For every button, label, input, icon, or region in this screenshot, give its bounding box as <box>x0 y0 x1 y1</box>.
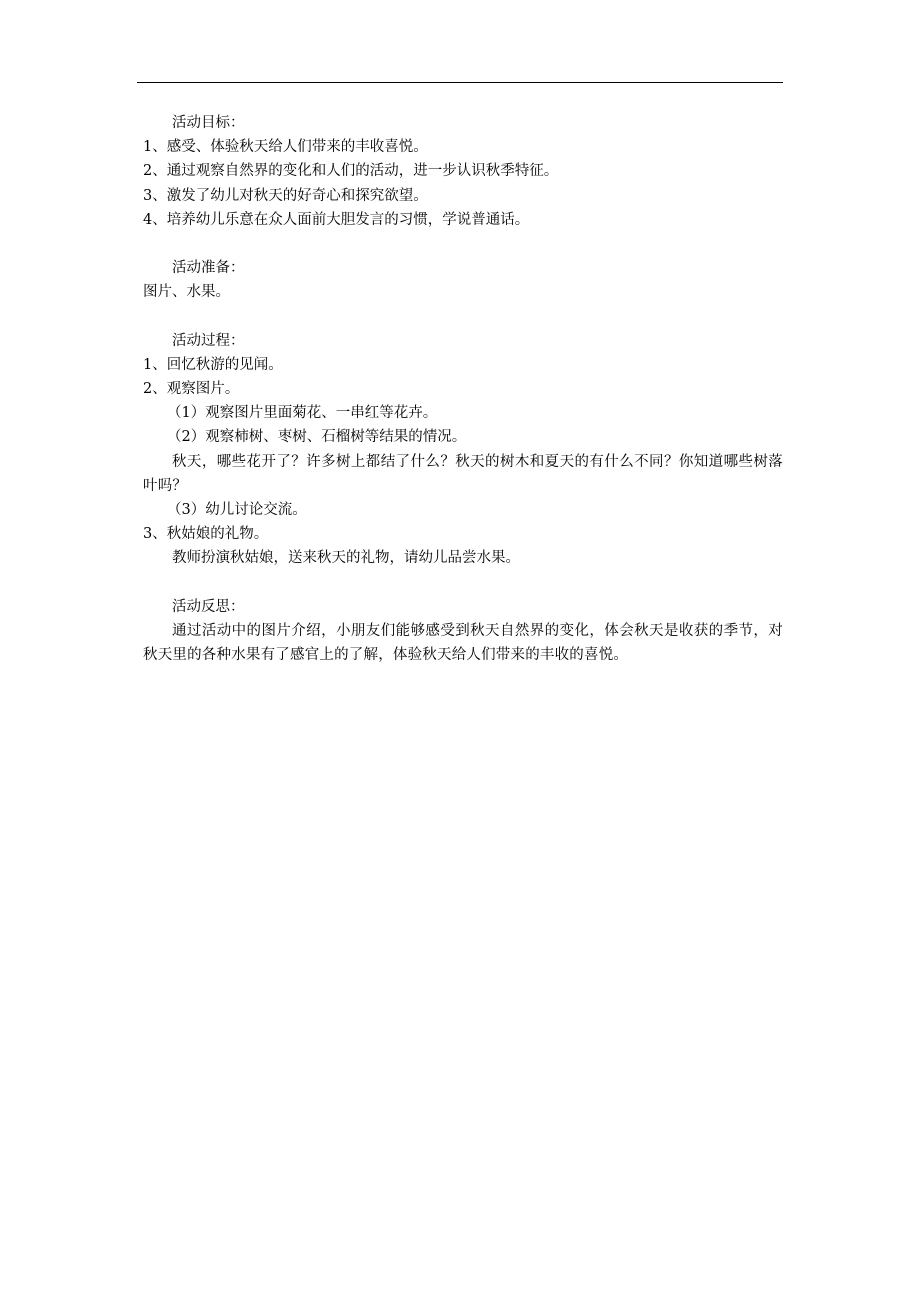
goal-item-3: 3、激发了幼儿对秋天的好奇心和探究欲望。 <box>143 187 428 204</box>
spacer <box>143 232 783 256</box>
process-step-3: 3、秋姑娘的礼物。 <box>143 526 269 543</box>
process-question: 秋天，哪些花开了？许多树上都结了什么？秋天的树木和夏天的有什么不同？你知道哪些树落叶吗？ <box>143 453 783 494</box>
reflection-heading: 活动反思： <box>172 598 245 615</box>
process-substep-2: （2）观察柿树、枣树、石榴树等结果的情况。 <box>167 429 467 446</box>
goal-item-1: 1、感受、体验秋天给人们带来的丰收喜悦。 <box>143 139 428 156</box>
goal-item-4: 4、培养幼儿乐意在众人面前大胆发言的习惯，学说普通话。 <box>143 211 530 228</box>
preparation-heading: 活动准备： <box>172 260 245 277</box>
preparation-text: 图片、水果。 <box>143 284 230 301</box>
process-step-2: 2、观察图片。 <box>143 381 240 398</box>
reflection-text: 通过活动中的图片介绍，小朋友们能够感受到秋天自然界的变化，体会秋天是收获的季节，对秋天里的各种水果有了感官上的了解，体验秋天给人们带来的丰收的喜悦。 <box>143 622 783 664</box>
process-substep-3: （3）幼儿讨论交流。 <box>167 502 307 519</box>
process-step-1: 1、回忆秋游的见闻。 <box>143 356 283 373</box>
spacer <box>143 571 783 595</box>
document-body <box>143 111 783 667</box>
goals-heading: 活动目标： <box>172 115 245 131</box>
process-heading: 活动过程： <box>172 332 245 349</box>
process-substep-1: （1）观察图片里面菊花、一串红等花卉。 <box>167 405 438 422</box>
header-rule <box>137 82 783 83</box>
process-teacher-action: 教师扮演秋姑娘，送来秋天的礼物，请幼儿品尝水果。 <box>172 550 520 567</box>
goal-item-2: 2、通过观察自然界的变化和人们的活动，进一步认识秋季特征。 <box>143 163 559 180</box>
spacer <box>143 305 783 329</box>
